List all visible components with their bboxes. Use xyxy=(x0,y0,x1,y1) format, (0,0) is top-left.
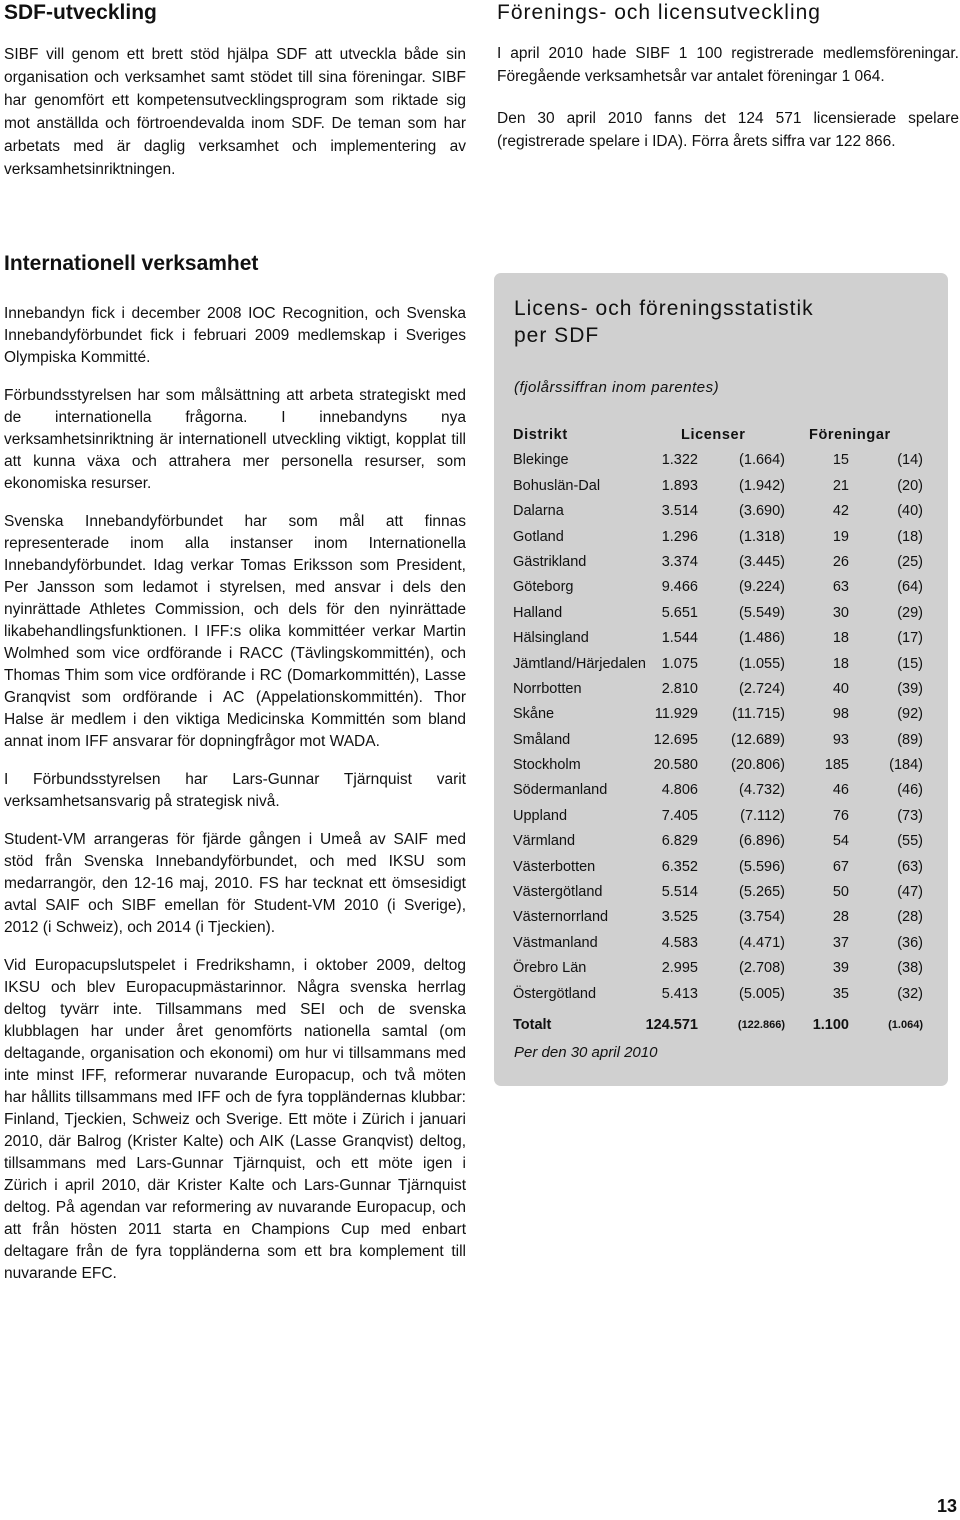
clubs-cell: 40 xyxy=(832,680,849,697)
licenses-cell: 1.893 xyxy=(661,477,698,494)
clubs-cell: 19 xyxy=(832,528,849,545)
total-row xyxy=(513,1013,933,1038)
licenses-prev-cell: (1.486) xyxy=(739,630,785,647)
sdf-paragraph: SIBF vill genom ett brett stöd hjälpa SDF att utveckla både sin organisation och verksamhet samt stödet till sina föreningar. SIBF har genomfört ett kompetensutvecklingsprogram som riktade sig mot anställda och förtroendevalda inom SDF. De teman som har arbetats med är daglig verksamhet och implementering av verksamhetsinriktningen. xyxy=(4,46,466,178)
district-cell: Dalarna xyxy=(513,503,564,520)
licenses-cell: 1.075 xyxy=(661,655,698,672)
clubs-cell: 30 xyxy=(832,604,849,621)
licenses-prev-cell: (12.689) xyxy=(730,731,785,748)
total-licenses-prev: (122.866) xyxy=(737,1018,785,1031)
district-cell: Östergötland xyxy=(513,985,597,1002)
international-paragraph: Student-VM arrangeras för fjärde gången i Umeå av SAIF med stöd från Svenska Innebandyförbundet, och med IKSU som medarrangör, den 12-16 maj, 2010. FS har tecknat ett ömsesidigt avtal SAIF och SIBF emellan för Student-VM 2010 (i Sverige), 2012 (i Schweiz), och 2014 (i Tjeckien). xyxy=(4,831,466,936)
stats-rows xyxy=(513,448,933,1007)
header-licenses: Licenser xyxy=(681,427,746,443)
licenses-prev-cell: (6.896) xyxy=(739,833,785,850)
table-row xyxy=(513,728,933,753)
licenses-cell: 7.405 xyxy=(661,807,698,824)
district-cell: Skåne xyxy=(513,706,555,723)
licenses-prev-cell: (3.690) xyxy=(739,503,785,520)
table-row xyxy=(513,601,933,626)
table-row xyxy=(513,474,933,499)
clubs-cell: 63 xyxy=(832,579,849,596)
licenses-prev-cell: (4.471) xyxy=(739,934,785,951)
clubs-prev-cell: (55) xyxy=(897,833,923,850)
table-row xyxy=(513,956,933,981)
licenses-cell: 1.544 xyxy=(661,630,698,647)
licenses-cell: 3.514 xyxy=(661,503,698,520)
district-cell: Västmanland xyxy=(513,934,598,951)
international-paragraph: Innebandyn fick i december 2008 IOC Recognition, och Svenska Innebandyförbundet fick i februari 2009 medlemskap i Sveriges Olympiska Kommitté. xyxy=(4,305,466,366)
district-cell: Blekinge xyxy=(513,452,569,469)
district-cell: Norrbotten xyxy=(513,680,582,697)
total-clubs: 1.100 xyxy=(812,1016,849,1033)
clubs-prev-cell: (64) xyxy=(897,579,923,596)
licenses-cell: 20.580 xyxy=(653,757,698,774)
district-cell: Göteborg xyxy=(513,579,574,596)
clubs-prev-cell: (46) xyxy=(897,782,923,799)
clubs-cell: 28 xyxy=(832,909,849,926)
clubs-prev-cell: (25) xyxy=(897,553,923,570)
clubs-cell: 18 xyxy=(832,630,849,647)
total-clubs-prev: (1.064) xyxy=(888,1018,923,1031)
clubs-prev-cell: (47) xyxy=(897,884,923,901)
licenses-cell: 11.929 xyxy=(654,706,698,723)
clubs-prev-cell: (29) xyxy=(897,604,923,621)
licenses-cell: 3.374 xyxy=(661,553,698,570)
licenses-prev-cell: (2.708) xyxy=(739,960,785,977)
clubs-cell: 42 xyxy=(832,503,849,520)
clubs-prev-cell: (38) xyxy=(897,960,923,977)
table-row xyxy=(513,753,933,778)
sdf-heading: SDF-utveckling xyxy=(4,1,157,24)
licenses-cell: 6.829 xyxy=(661,833,698,850)
clubs-prev-cell: (14) xyxy=(897,452,923,469)
table-row xyxy=(513,626,933,651)
table-row xyxy=(513,448,933,473)
licenses-cell: 9.466 xyxy=(661,579,698,596)
table-row xyxy=(513,652,933,677)
stats-title: Licens- och föreningsstatistik per SDF xyxy=(514,297,814,347)
licenses-prev-cell: (4.732) xyxy=(739,782,785,799)
district-cell: Hälsingland xyxy=(513,630,589,647)
international-paragraph: Vid Europacupslutspelet i Fredrikshamn, i oktober 2009, deltog IKSU och blev Europacupmästarinnor. Några svenska herrlag deltog tyvärr inte. Tillsammans med SEI och de svenska klubblagen har under året genomförts nationella samtal (om deltagande, organisation och ekonomi) om hur vi tillsammans med inte minst IFF, reformerar nuvarande Europacup, och två möten har hållits tillsammans med IFF och de fyra toppländernas klubbar: Finland, Tjeckien, Schweiz och Sverige. Ett möte i Zürich i januari 2010, där Balrog (Krister Kalte) och AIK (Lasse Granqvist) deltog, tillsammans med Lars-Gunnar Tjärnquist, och ett möte igen i Zürich i april 2010, där Krister Kalte och Lars-Gunnar Tjärnquist deltog. På agendan var reformering av nuvarande Europacup, och att från hösten 2011 starta en Champions Cup med enbart deltagare från de fyra toppländerna som ett bra komplement till nuvarande EFC. xyxy=(4,957,466,1282)
licenses-prev-cell: (1.055) xyxy=(739,655,785,672)
clubs-cell: 26 xyxy=(832,553,849,570)
sdf-section xyxy=(4,0,466,181)
table-row xyxy=(513,905,933,930)
licenses-prev-cell: (20.806) xyxy=(730,757,785,774)
licenses-prev-cell: (9.224) xyxy=(739,579,785,596)
licenses-cell: 3.525 xyxy=(661,909,698,926)
licenses-prev-cell: (5.005) xyxy=(739,985,785,1002)
licenses-cell: 12.695 xyxy=(653,731,698,748)
licenses-prev-cell: (1.318) xyxy=(739,528,785,545)
licenses-cell: 1.296 xyxy=(661,528,698,545)
table-row xyxy=(513,702,933,727)
clubs-prev-cell: (18) xyxy=(897,528,923,545)
forening-section xyxy=(497,0,959,153)
district-cell: Bohuslän-Dal xyxy=(513,477,601,494)
clubs-cell: 18 xyxy=(832,655,849,672)
page-number: 13 xyxy=(936,1496,957,1516)
forening-heading: Förenings- och licensutveckling xyxy=(497,1,821,24)
licenses-cell: 5.413 xyxy=(661,985,698,1002)
licenses-cell: 5.651 xyxy=(661,604,698,621)
clubs-cell: 185 xyxy=(824,757,849,774)
clubs-prev-cell: (184) xyxy=(889,757,923,774)
licenses-cell: 4.806 xyxy=(661,782,698,799)
clubs-prev-cell: (17) xyxy=(897,630,923,647)
district-cell: Södermanland xyxy=(513,782,608,799)
licenses-cell: 6.352 xyxy=(661,858,698,875)
clubs-prev-cell: (20) xyxy=(897,477,923,494)
header-district: Distrikt xyxy=(513,427,568,443)
licenses-prev-cell: (5.549) xyxy=(739,604,785,621)
licenses-cell: 4.583 xyxy=(661,934,698,951)
stats-date-note: Per den 30 april 2010 xyxy=(514,1044,658,1061)
table-row xyxy=(513,982,933,1007)
table-row xyxy=(513,525,933,550)
table-row xyxy=(513,575,933,600)
clubs-cell: 50 xyxy=(832,884,849,901)
clubs-prev-cell: (28) xyxy=(897,909,923,926)
licenses-prev-cell: (1.942) xyxy=(739,477,785,494)
district-cell: Uppland xyxy=(513,807,568,824)
table-row xyxy=(513,931,933,956)
stats-table xyxy=(513,423,933,1038)
international-paragraph: I Förbundsstyrelsen har Lars-Gunnar Tjärnquist varit verksamhetsansvarig på strategisk nivå. xyxy=(4,771,466,810)
clubs-prev-cell: (39) xyxy=(897,680,923,697)
district-cell: Stockholm xyxy=(513,757,581,774)
district-cell: Värmland xyxy=(513,833,576,850)
clubs-cell: 37 xyxy=(832,934,849,951)
licenses-prev-cell: (1.664) xyxy=(739,452,785,469)
international-paragraph: Svenska Innebandyförbundet har som mål att finnas representerade inom alla instanser inom Internationella Innebandyförbundet. Idag verkar Tomas Eriksson som President, Per Jansson som ledamot i styrelsen, med ansvar i dels den nyinrättade Athletes Commission, och dels för den nyinrättade likabehandlingsfunktionen. I IFF:s olika kommittéer verkar Martin Wolmhed som vice ordförande i RACC (Tävlingskommittén), och Thomas Thim som vice ordförande i RC (Domarkommittén), Lasse Granqvist som ordförande i AC (Appelationskommittén). Thor Halse är medlem i den viktiga Medicinska Kommittén som bland annat inom IFF ansvarar för dopningfrågor mot WADA. xyxy=(4,513,466,750)
table-row xyxy=(513,778,933,803)
clubs-cell: 39 xyxy=(832,960,849,977)
table-row xyxy=(513,855,933,880)
total-licenses: 124.571 xyxy=(645,1016,698,1033)
clubs-cell: 21 xyxy=(832,477,849,494)
licenses-prev-cell: (3.754) xyxy=(739,909,785,926)
clubs-prev-cell: (92) xyxy=(897,706,923,723)
stats-subtitle: (fjolårssiffran inom parentes) xyxy=(514,379,720,396)
international-section xyxy=(4,251,466,1301)
licenses-cell: 5.514 xyxy=(661,884,698,901)
international-paragraph: Förbundsstyrelsen har som målsättning att arbeta strategiskt med de internationella frågorna. I innebandyns nya verksamhetsinriktning är internationell utveckling viktigt, kopplat till att kunna växa och attrahera mer personella resurser, som ekonomiska resurser. xyxy=(4,387,466,492)
clubs-prev-cell: (63) xyxy=(897,858,923,875)
international-heading: Internationell verksamhet xyxy=(4,252,259,275)
clubs-cell: 54 xyxy=(832,833,849,850)
table-row xyxy=(513,880,933,905)
district-cell: Småland xyxy=(513,731,571,748)
licenses-prev-cell: (3.445) xyxy=(739,553,785,570)
table-header-row xyxy=(513,423,933,448)
clubs-prev-cell: (73) xyxy=(897,807,923,824)
district-cell: Örebro Län xyxy=(513,960,587,977)
district-cell: Halland xyxy=(513,604,563,621)
total-label: Totalt xyxy=(513,1016,552,1033)
licenses-prev-cell: (5.265) xyxy=(739,884,785,901)
licenses-cell: 2.810 xyxy=(661,680,698,697)
licenses-cell: 1.322 xyxy=(661,452,698,469)
forening-paragraph: I april 2010 hade SIBF 1 100 registrerade medlemsföreningar. Föregående verksamhetsår var antalet föreningar 1 064. xyxy=(497,45,959,85)
stats-panel xyxy=(494,273,948,1086)
table-row xyxy=(513,804,933,829)
district-cell: Västergötland xyxy=(513,884,603,901)
licenses-prev-cell: (5.596) xyxy=(739,858,785,875)
table-row xyxy=(513,550,933,575)
clubs-prev-cell: (32) xyxy=(897,985,923,1002)
table-row xyxy=(513,499,933,524)
district-cell: Västerbotten xyxy=(513,858,596,875)
clubs-cell: 35 xyxy=(832,985,849,1002)
header-clubs: Föreningar xyxy=(809,427,891,443)
clubs-prev-cell: (40) xyxy=(897,503,923,520)
district-cell: Gästrikland xyxy=(513,553,587,570)
table-row xyxy=(513,677,933,702)
district-cell: Gotland xyxy=(513,528,564,545)
clubs-cell: 93 xyxy=(832,731,849,748)
table-row xyxy=(513,829,933,854)
licenses-prev-cell: (2.724) xyxy=(739,680,785,697)
clubs-prev-cell: (89) xyxy=(897,731,923,748)
district-cell: Västernorrland xyxy=(513,909,609,926)
international-body xyxy=(4,303,466,1285)
clubs-cell: 98 xyxy=(832,706,849,723)
clubs-prev-cell: (15) xyxy=(897,655,923,672)
clubs-cell: 76 xyxy=(832,807,849,824)
clubs-cell: 67 xyxy=(832,858,849,875)
licenses-prev-cell: (7.112) xyxy=(740,807,785,824)
clubs-cell: 46 xyxy=(832,782,849,799)
forening-paragraph: Den 30 april 2010 fanns det 124 571 licensierade spelare (registrerade spelare i IDA). Förra årets siffra var 122 866. xyxy=(497,110,959,150)
clubs-cell: 15 xyxy=(832,452,849,469)
licenses-cell: 2.995 xyxy=(661,960,698,977)
clubs-prev-cell: (36) xyxy=(897,934,923,951)
district-cell: Jämtland/Härjedalen xyxy=(513,655,646,672)
licenses-prev-cell: (11.715) xyxy=(732,706,785,723)
